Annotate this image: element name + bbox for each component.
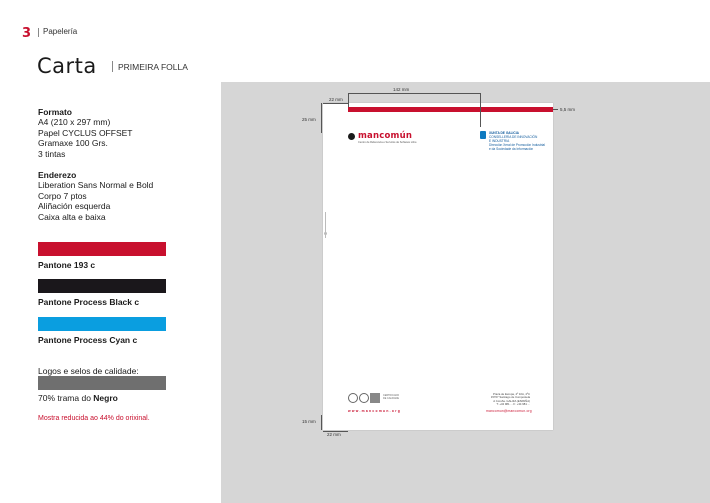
quality-seal-square-icon <box>370 393 380 403</box>
section-label: Papelería <box>43 27 78 36</box>
format-line: 3 tintas <box>38 148 66 159</box>
header-separator <box>38 28 39 37</box>
format-heading: Formato <box>38 107 72 117</box>
page-title: Carta <box>37 54 97 78</box>
letterhead-red-bar <box>348 107 553 112</box>
title-separator <box>112 61 113 72</box>
mancomun-logo-icon <box>348 133 355 140</box>
page-number: 3 <box>22 26 32 41</box>
format-line: Papel CYCLUS OFFSET <box>38 127 133 138</box>
address-line: Aliñación esquerda <box>38 201 111 212</box>
address-line: A Coruña. GALIZA (ESPAÑA) <box>493 398 530 403</box>
quality-label: Logos e selos de calidade: <box>38 366 139 376</box>
format-line: A4 (210 x 297 mm) <box>38 117 111 128</box>
format-line: Gramaxe 100 Grs. <box>38 138 108 149</box>
swatch-pantone-193 <box>38 242 166 256</box>
swatch-label-process-cyan: Pantone Process Cyan c <box>38 335 138 345</box>
xunta-line: CONSELLERÍA DE INNOVACIÓN <box>489 135 538 139</box>
reduction-note: Mostra reducida ao 44% do orixinal. <box>38 415 150 422</box>
address-line: Corpo 7 ptos <box>38 190 87 201</box>
swatch-process-cyan <box>38 317 166 331</box>
page-subtitle: PRIMEIRA FOLLA <box>118 62 188 72</box>
footer-website: www.mancomun.org <box>348 409 402 413</box>
dim-line-left-margin-top <box>323 103 348 104</box>
seal-text-line: DE CALIDADE <box>383 397 399 400</box>
xunta-block <box>489 131 545 151</box>
xunta-title: XUNTA DE GALICIA <box>489 131 519 135</box>
dim-tick-top-width-right <box>480 93 481 127</box>
xunta-shield-icon <box>480 131 486 139</box>
dim-line-top-width <box>348 93 480 94</box>
mancomun-logo-text: mancomún <box>358 131 413 141</box>
xunta-line: e da Sociedade da Información <box>489 147 534 151</box>
dim-line-bottom-margin <box>321 415 322 430</box>
swatch-label-pantone-193: Pantone 193 c <box>38 260 96 270</box>
footer-email: mancomun@mancomun.org <box>486 409 532 413</box>
dim-label-left-margin-bottom: 22 mm <box>327 432 341 437</box>
swatch-process-black <box>38 279 166 293</box>
dim-label-bar-height: 5,5 mm <box>560 107 576 112</box>
quality-seal-icon <box>348 393 358 403</box>
address-line: Liberation Sans Normal e Bold <box>38 180 154 191</box>
address-line: Praza de Europa, 4º 10A, 4ºC <box>492 392 530 396</box>
dim-line-top-margin <box>321 103 322 133</box>
quality-text <box>38 393 118 403</box>
quality-text-bold: Negro <box>93 393 118 403</box>
swatch-quality-gray <box>38 376 166 390</box>
swatch-label-process-black: Pantone Process Black c <box>38 297 140 307</box>
xunta-line: Dirección Xeral de Promoción Industrial <box>489 143 545 147</box>
dim-label-top-width: 142 mm <box>393 87 410 92</box>
letter-sheet <box>323 103 553 430</box>
quality-seal-icon <box>359 393 369 403</box>
mancomun-tagline: Centro de Referencia e Servizos de Software Libre <box>358 141 417 144</box>
dim-tick-top-width-left <box>348 93 349 107</box>
dim-label-bottom-margin: 15 mm <box>302 419 316 424</box>
seal-text-line: CERTIFICADO <box>383 394 400 397</box>
seal-text <box>383 394 399 400</box>
dim-line-bar-height <box>553 109 558 110</box>
address-heading: Enderezo <box>38 170 77 180</box>
address-line: Caixa alta e baixa <box>38 211 106 222</box>
address-line: T: +34 981 ... F: +34 981 ... <box>496 401 530 406</box>
dim-label-top-margin: 25 mm <box>302 117 316 122</box>
dim-label-left-margin-top: 22 mm <box>329 97 343 102</box>
footer-address <box>488 393 530 406</box>
address-spec <box>38 170 153 222</box>
quality-text-prefix: 70% trama do <box>38 393 94 403</box>
address-line: 15707 Santiago de Compostela <box>490 395 530 400</box>
format-spec <box>38 107 132 159</box>
xunta-line: E INDUSTRIA <box>489 139 510 143</box>
fold-mark-icon <box>324 232 327 235</box>
